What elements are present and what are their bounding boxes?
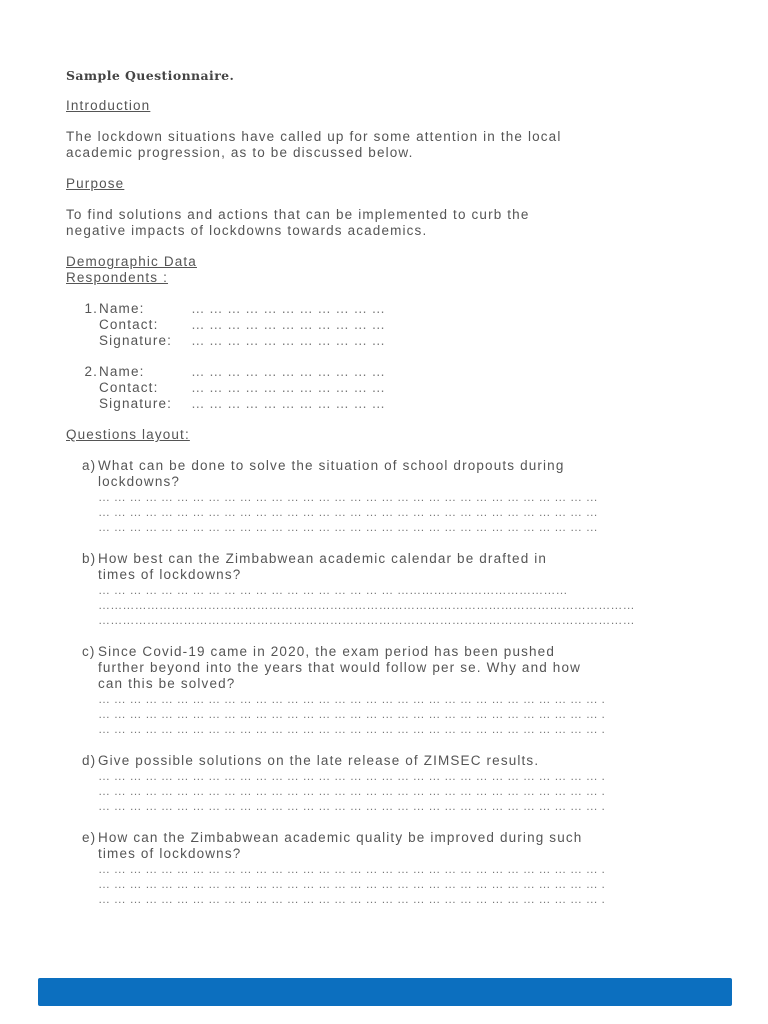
purpose-heading: Purpose — [66, 176, 125, 191]
question-letter: d) — [82, 753, 97, 768]
contact-field[interactable]: … … … … … … … … … … … — [191, 380, 386, 395]
answer-line[interactable]: … … … … … … … … … … … … … … … … … … … … … … … … … … … … … … … … — [98, 505, 598, 519]
signature-label: Signature: — [99, 333, 173, 348]
answer-line[interactable]: … … … … … … … … … … … … … … … … … … … … … … … … … … … … … … … … . — [98, 769, 606, 783]
question-text: Since Covid-19 came in 2020, the exam period has been pushed further beyond into the years that would follow per se. Why and how can this be solved? — [98, 644, 582, 691]
question-text: How can the Zimbabwean academic quality be improved during such times of lockdowns? — [98, 830, 583, 861]
question-letter: e) — [82, 830, 97, 845]
document-page — [66, 60, 635, 907]
question-text: What can be done to solve the situation of school dropouts during lockdowns? — [98, 458, 565, 489]
answer-line[interactable]: … … … … … … … … … … … … … … … … … … … … … … … … … … … … … … … … . — [98, 799, 606, 813]
signature-label: Signature: — [99, 396, 173, 411]
name-field[interactable]: … … … … … … … … … … … — [191, 364, 386, 379]
answer-line[interactable]: …………………………………………………………………………………………………………………… — [98, 598, 635, 612]
question-e — [66, 830, 606, 907]
signature-field[interactable]: … … … … … … … … … … … — [191, 396, 386, 411]
question-c — [66, 644, 606, 737]
contact-label: Contact: — [99, 317, 159, 332]
respondent-2 — [66, 364, 586, 412]
questions-heading: Questions layout: — [66, 427, 190, 442]
question-b — [66, 551, 635, 628]
question-text: Give possible solutions on the late release of ZIMSEC results. — [98, 753, 540, 768]
question-text: How best can the Zimbabwean academic calendar be drafted in times of lockdowns? — [98, 551, 548, 582]
signature-field[interactable]: … … … … … … … … … … … — [191, 333, 386, 348]
answer-line[interactable]: … … … … … … … … … … … … … … … … … … … … … … … … … … … … … … … … . — [98, 784, 606, 798]
answer-line[interactable]: … … … … … … … … … … … … … … … … … … … …………………………………… — [98, 583, 568, 597]
answer-line[interactable]: … … … … … … … … … … … … … … … … … … … … … … … … … … … … … … … … . — [98, 877, 606, 891]
name-label: Name: — [99, 301, 145, 316]
contact-label: Contact: — [99, 380, 159, 395]
footer-bar — [38, 978, 732, 1006]
demographic-heading: Demographic Data — [66, 254, 197, 269]
answer-line[interactable]: … … … … … … … … … … … … … … … … … … … … … … … … … … … … … … … … . — [98, 707, 606, 721]
respondent-1 — [66, 301, 586, 349]
answer-line[interactable]: … … … … … … … … … … … … … … … … … … … … … … … … … … … … … … … … . — [98, 892, 606, 906]
introduction-body: The lockdown situations have called up for some attention in the local academic progression, as to be discussed below. — [66, 129, 562, 160]
respondents-heading: Respondents : — [66, 270, 169, 285]
purpose-body: To find solutions and actions that can be implemented to curb the negative impacts of lockdowns towards academics. — [66, 207, 530, 238]
respondent-number: 1. — [84, 301, 98, 316]
answer-line[interactable]: … … … … … … … … … … … … … … … … … … … … … … … … … … … … … … … … — [98, 490, 598, 504]
name-label: Name: — [99, 364, 145, 379]
contact-field[interactable]: … … … … … … … … … … … — [191, 317, 386, 332]
name-field[interactable]: … … … … … … … … … … … — [191, 301, 386, 316]
answer-line[interactable]: … … … … … … … … … … … … … … … … … … … … … … … … … … … … … … … … — [98, 520, 598, 534]
answer-line[interactable]: …………………………………………………………………………………………………………………… — [98, 613, 635, 627]
answer-line[interactable]: … … … … … … … … … … … … … … … … … … … … … … … … … … … … … … … … . — [98, 862, 606, 876]
answer-line[interactable]: … … … … … … … … … … … … … … … … … … … … … … … … … … … … … … … … . — [98, 722, 606, 736]
answer-line[interactable]: … … … … … … … … … … … … … … … … … … … … … … … … … … … … … … … … . — [98, 692, 606, 706]
document-title: Sample Questionnaire. — [66, 68, 235, 83]
question-letter: c) — [82, 644, 96, 659]
question-a — [66, 458, 598, 535]
question-letter: b) — [82, 551, 97, 566]
question-letter: a) — [82, 458, 97, 473]
respondent-number: 2. — [84, 364, 98, 379]
introduction-heading: Introduction — [66, 98, 151, 113]
question-d — [66, 753, 606, 814]
